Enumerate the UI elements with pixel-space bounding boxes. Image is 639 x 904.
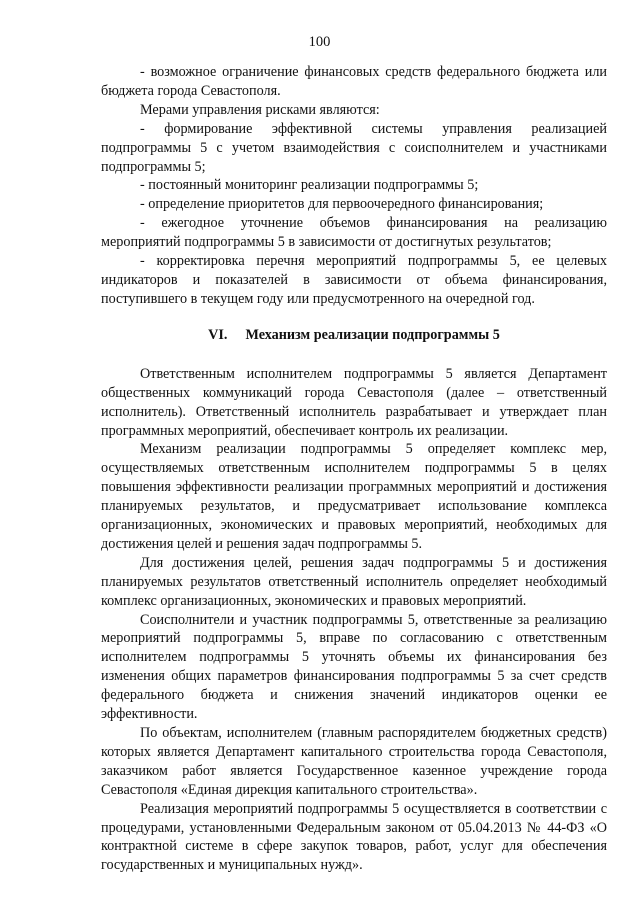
list-item: - формирование эффективной системы управления реализацией подпрограммы 5 с учетом взаимодействия с соисполнителем и участниками подпрограммы 5; bbox=[101, 120, 607, 175]
document-body bbox=[101, 63, 607, 875]
paragraph: По объектам, исполнителем (главным распорядителем бюджетных средств) которых является Департамент капитального строительства города Севастополя, заказчиком работ является Государственное казенное учреждение города Севастополя «Единая дирекция капитального строительства». bbox=[101, 725, 607, 798]
list-item: - постоянный мониторинг реализации подпрограммы 5; bbox=[140, 177, 479, 194]
paragraph: - возможное ограничение финансовых средств федерального бюджета или бюджета города Севастополя. bbox=[101, 64, 607, 99]
list-item: - корректировка перечня мероприятий подпрограммы 5, ее целевых индикаторов и показателей в зависимости от объема финансирования, поступившего в текущем году или предусмотренного на очередной год. bbox=[101, 253, 607, 307]
page-number: 100 bbox=[308, 34, 331, 50]
list-item: - определение приоритетов для первоочередного финансирования; bbox=[140, 196, 544, 213]
paragraph: Мерами управления рисками являются: bbox=[140, 101, 380, 118]
paragraph: Для достижения целей, решения задач подпрограммы 5 и достижения планируемых результатов ответственный исполнитель определяет необходимый комплекс организационных, экономических и правовых мероприятий. bbox=[101, 554, 607, 609]
paragraph: Соисполнители и участник подпрограммы 5, ответственные за реализацию мероприятий подпрограммы 5, вправе по согласованию с ответственным исполнителем подпрограммы 5 уточнять объемы их финансирования без изменения общих параметров финансирования подпрограммы 5 за счет средств федерального бюджета и снижения значений индикаторов оценки ее эффективности. bbox=[101, 611, 607, 723]
paragraph: Реализация мероприятий подпрограммы 5 осуществляется в соответствии с процедурами, установленными Федеральным законом от 05.04.2013 № 44-ФЗ «О контрактной системе в сфере закупок товаров, работ, услуг для обеспечения государственных и муниципальных нужд». bbox=[101, 800, 607, 874]
section-title: Механизм реализации подпрограммы 5 bbox=[245, 326, 500, 343]
section-number: VI. bbox=[208, 326, 228, 343]
section-heading bbox=[101, 326, 607, 345]
paragraph: Ответственным исполнителем подпрограммы 5 является Департамент общественных коммуникаций города Севастополя (далее – ответственный исполнитель). Ответственный исполнитель разрабатывает и утверждает план программных мероприятий, обеспечивает контроль их реализации. bbox=[101, 365, 607, 439]
paragraph: Механизм реализации подпрограммы 5 определяет комплекс мер, осуществляемых ответственным исполнителем подпрограммы 5 в целях повышения эффективности реализации программных мероприятий и достижения планируемых результатов, и предусматривает использование комплекса организационных, экономических и правовых мероприятий, необходимых для достижения целей и решения задач подпрограммы 5. bbox=[101, 441, 607, 552]
list-item: - ежегодное уточнение объемов финансирования на реализацию мероприятий подпрограммы 5 в зависимости от достигнутых результатов; bbox=[101, 215, 607, 251]
